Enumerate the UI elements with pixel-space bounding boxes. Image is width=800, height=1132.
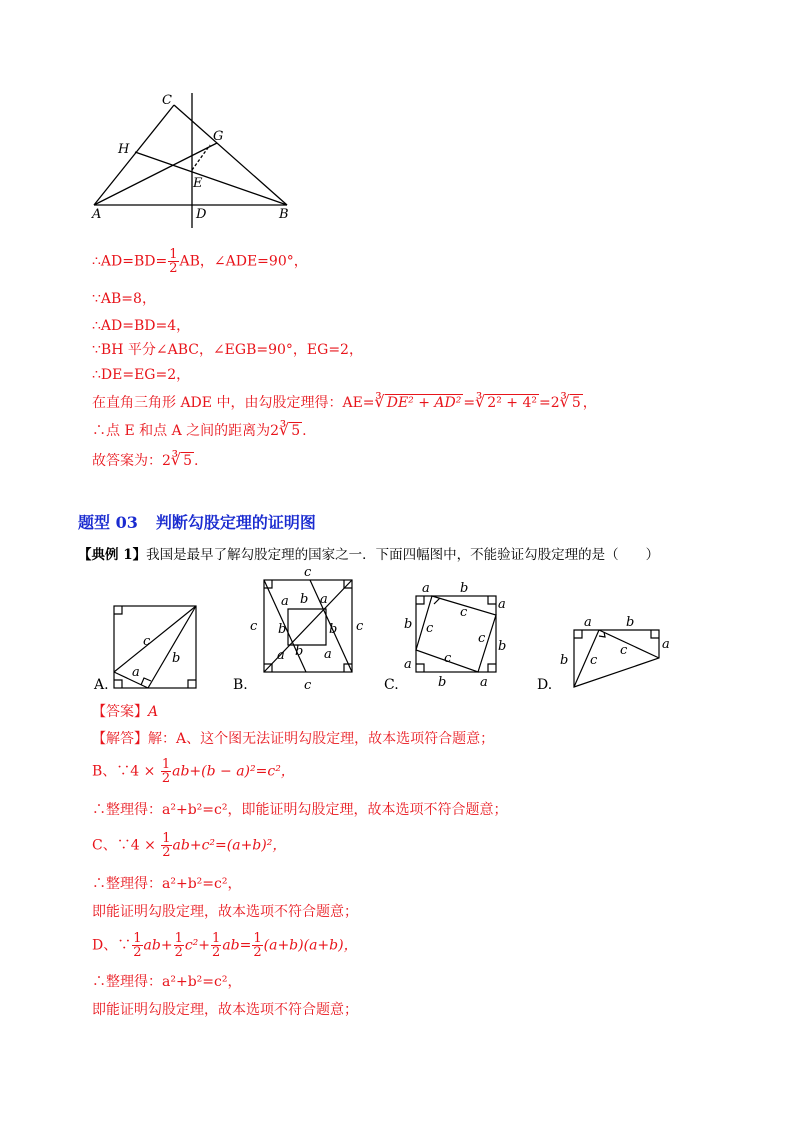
analysis-c [92, 832, 286, 859]
fraction [211, 932, 221, 959]
label-C: C [162, 93, 172, 108]
fraction [161, 832, 171, 859]
figure-a [110, 600, 200, 692]
fraction-num: 1 [169, 247, 178, 262]
analysis-line-1 [92, 729, 494, 749]
answer-label: 【答案】 [92, 704, 148, 720]
figure-d [554, 610, 679, 692]
text: C、∵4 × [92, 837, 161, 854]
text: (a+b)(a+b)， [263, 937, 358, 954]
label-G: G [213, 129, 224, 144]
fig-c-b-right: b [498, 639, 507, 654]
text: D、∵ [92, 937, 132, 954]
text: 故答案为：2 [92, 453, 171, 469]
section-number: 题型 03 [78, 513, 138, 532]
radicand: 2² + 4² [487, 395, 537, 411]
answer-line [92, 702, 158, 722]
fraction-num: 1 [174, 931, 183, 946]
fraction-den: 2 [133, 945, 142, 960]
text: ab+c²=(a+b)²， [172, 837, 287, 854]
fraction-den: 2 [162, 845, 171, 860]
radicand: DE² + AD² [386, 395, 462, 411]
fig-b-b1: b [300, 592, 309, 607]
fig-c-b-bottom: b [438, 675, 447, 690]
fraction [252, 932, 262, 959]
figure-c [400, 578, 515, 690]
fraction-den: 2 [212, 945, 221, 960]
option-a: A. [94, 677, 109, 693]
text: AB，∠ADE=90°， [179, 253, 308, 270]
fig-b-right-c: c [356, 619, 364, 634]
question-text: 我国是最早了解勾股定理的国家之一．下面四幅图中，不能验证勾股定理的是（ ） [146, 547, 660, 563]
fig-c-a-bottom: a [480, 675, 488, 690]
label-E: E [193, 176, 203, 191]
fig-c-c-bottom: c [444, 651, 452, 666]
fig-d-a-right: a [662, 637, 670, 652]
analysis-c-result-2: 即能证明勾股定理，故本选项不符合题意； [92, 904, 358, 920]
fig-b-b4: b [295, 644, 304, 659]
fig-c-c-left: c [426, 621, 434, 636]
fig-c-b-top: b [460, 581, 469, 596]
fig-b-a1: a [281, 594, 289, 609]
fig-b-b2: b [278, 622, 287, 637]
fig-b-a4: a [324, 647, 332, 662]
fraction [132, 932, 142, 959]
text: ∴点 E 和点 A 之间的距离为2 [92, 423, 280, 439]
solution-line-5: ∴DE=EG=2， [92, 367, 191, 383]
fig-b-top-c: c [304, 565, 312, 580]
fig-d-b-top: b [626, 615, 635, 630]
fig-c-a-right: a [498, 597, 506, 612]
text: ∴AD=BD= [92, 253, 168, 270]
fraction-den: 2 [174, 945, 183, 960]
fig-c-b-left: b [404, 617, 413, 632]
fraction-den: 2 [253, 945, 262, 960]
text: B、∵4 × [92, 763, 160, 780]
radicand: 5 [183, 453, 193, 469]
fraction-num: 1 [161, 757, 171, 772]
text: 在直角三角形 ADE 中，由勾股定理得：AE= [92, 395, 375, 411]
fraction-den: 2 [169, 261, 178, 276]
fig-b-b3: b [329, 622, 338, 637]
analysis-b-result: ∴整理得：a²+b²=c²，即能证明勾股定理，故本选项不符合题意； [92, 802, 508, 818]
triangle-figure [80, 88, 310, 233]
section-heading [78, 510, 316, 533]
label-A: A [92, 207, 102, 222]
fig-c-a-left: a [404, 657, 412, 672]
question [78, 543, 659, 563]
text: ab= [222, 937, 252, 954]
solution-line-3: ∴AD=BD=4， [92, 318, 191, 334]
fig-d-c-right: c [620, 643, 628, 658]
fraction-den: 2 [161, 771, 171, 786]
analysis-c-result: ∴整理得：a²+b²=c²， [92, 876, 242, 892]
analysis-text: 解：A、这个图无法证明勾股定理，故本选项符合题意； [148, 731, 495, 747]
text: = [463, 395, 476, 411]
label-B: B [279, 207, 289, 222]
analysis-d [92, 932, 358, 959]
fig-d-a-top: a [584, 615, 592, 630]
fig-d-b-left: b [560, 653, 569, 668]
fraction-num: 1 [212, 931, 221, 946]
solution-line-1 [92, 248, 308, 275]
fig-a-label-b: b [172, 651, 181, 666]
text: . [302, 423, 307, 439]
text: ab+(b − a)²=c²， [172, 763, 295, 780]
fraction-num: 1 [253, 931, 262, 946]
option-c: C. [384, 677, 399, 693]
fig-b-a3: a [277, 648, 285, 663]
option-b: B. [233, 677, 248, 693]
label-D: D [196, 207, 207, 222]
fig-b-left-c: c [250, 619, 258, 634]
fig-c-c-right: c [478, 631, 486, 646]
text: c²+ [184, 937, 211, 954]
option-d: D. [537, 677, 553, 693]
fig-b-bottom-c: c [304, 678, 312, 693]
radicand: 5 [291, 423, 301, 439]
fig-c-c-top: c [460, 605, 468, 620]
fig-c-a-top: a [422, 581, 430, 596]
analysis-d-result: ∴整理得：a²+b²=c²， [92, 974, 242, 990]
fig-b-a2: a [320, 592, 328, 607]
fraction [161, 758, 171, 785]
text: ab+ [143, 937, 173, 954]
solution-line-4: ∵BH 平分∠ABC，∠EGB=90°，EG=2， [92, 342, 363, 358]
fraction-num: 1 [162, 831, 171, 846]
text: ， [582, 395, 597, 411]
solution-line-6: 在直角三角形 ADE 中，由勾股定理得：AE=∛ DE² + AD² =∛ 2² + 4² =2∛ 5 ， [92, 392, 597, 411]
fraction [168, 248, 178, 275]
analysis-b [92, 758, 295, 785]
solution-line-8: 故答案为：2∛ 5 . [92, 450, 199, 469]
fig-d-c-left: c [590, 653, 598, 668]
fraction-num: 1 [133, 931, 142, 946]
answer-value: A [148, 704, 159, 720]
figure-b [248, 565, 370, 695]
question-tag: 【典例 1】 [78, 547, 147, 563]
radicand: 5 [571, 395, 581, 411]
fraction [174, 932, 184, 959]
solution-line-2: ∵AB=8， [92, 291, 156, 307]
section-title: 判断勾股定理的证明图 [155, 513, 316, 532]
label-H: H [118, 142, 130, 157]
text: . [194, 453, 199, 469]
text: =2 [538, 395, 560, 411]
solution-line-7: ∴点 E 和点 A 之间的距离为2∛ 5 . [92, 420, 307, 439]
fig-a-label-a: a [132, 665, 140, 680]
analysis-d-result-2: 即能证明勾股定理，故本选项不符合题意； [92, 1002, 358, 1018]
fig-a-label-c: c [143, 634, 151, 649]
analysis-label: 【解答】 [92, 731, 148, 747]
